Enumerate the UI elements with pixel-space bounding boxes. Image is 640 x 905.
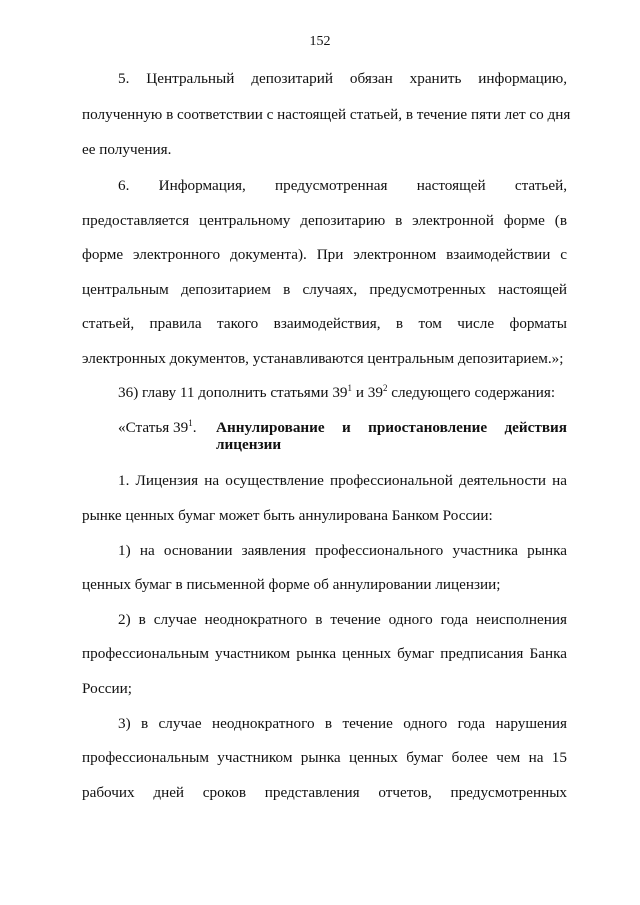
paragraph-5-line-3: ее получения.	[82, 141, 172, 158]
article-heading	[118, 418, 567, 453]
item-36-text-2: и 39	[352, 384, 383, 401]
item-3-line-3: рабочих дней сроков представления отчетов, предусмотренных	[82, 784, 567, 801]
paragraph-1-line-1: 1. Лицензия на осуществление профессиональной деятельности на	[118, 472, 567, 489]
paragraph-5-line-1: 5. Центральный депозитарий обязан хранить информацию,	[118, 70, 567, 87]
paragraph-6-line-4: центральным депозитарием в случаях, предусмотренных настоящей	[82, 281, 567, 298]
item-36-text-1: 36) главу 11 дополнить статьями 39	[118, 384, 348, 401]
item-36-text-3: следующего содержания:	[387, 384, 556, 401]
article-title-line-1: Аннулирование и приостановление действия	[216, 419, 567, 436]
article-number: «Статья 39	[118, 419, 189, 436]
article-heading-lead	[118, 419, 216, 437]
paragraph-6-line-3: форме электронного документа). При электронном взаимодействии с	[82, 246, 567, 263]
paragraph-1-line-2: рынке ценных бумаг может быть аннулирована Банком России:	[82, 507, 493, 524]
item-2-line-1: 2) в случае неоднократного в течение одного года неисполнения	[118, 611, 567, 628]
item-3-line-1: 3) в случае неоднократного в течение одного года нарушения	[118, 715, 567, 732]
article-number-end: .	[192, 419, 197, 436]
paragraph-5-line-2: полученную в соответствии с настоящей статьей, в течение пяти лет со дня	[82, 106, 571, 123]
article-title	[216, 419, 567, 453]
item-3-line-2: профессиональным участником рынка ценных бумаг более чем на 15	[82, 749, 567, 766]
item-2-line-3: России;	[82, 680, 132, 697]
item-2-line-2: профессиональным участником рынка ценных бумаг предписания Банка	[82, 645, 567, 662]
article-number-sup: 1	[188, 418, 193, 428]
paragraph-6-line-2: предоставляется центральному депозитарию в электронной форме (в	[82, 212, 567, 229]
item-36-sup-1: 1	[347, 383, 353, 393]
paragraph-6-line-1: 6. Информация, предусмотренная настоящей статьей,	[118, 177, 567, 194]
item-36-sup-2: 2	[382, 383, 388, 393]
item-1-line-2: ценных бумаг в письменной форме об аннулировании лицензии;	[82, 576, 501, 593]
paragraph-6-line-6: электронных документов, устанавливаются центральным депозитарием.»;	[82, 350, 564, 367]
item-1-line-1: 1) на основании заявления профессионального участника рынка	[118, 542, 567, 559]
paragraph-6-line-5: статьей, правила такого взаимодействия, в том числе форматы	[82, 315, 567, 332]
item-36	[118, 384, 567, 402]
page-number: 152	[309, 34, 331, 49]
article-title-line-2: лицензии	[216, 436, 282, 453]
